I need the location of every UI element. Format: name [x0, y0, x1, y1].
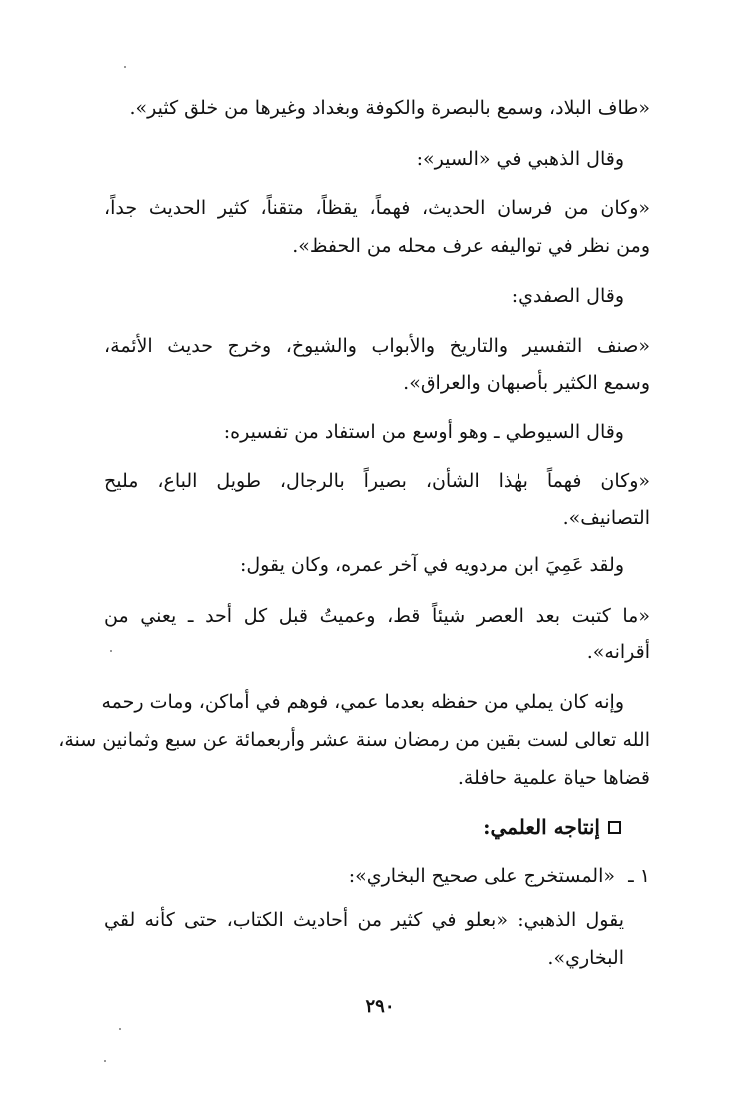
paragraph-line-2: وقال الذهبي في «السير»: [416, 148, 624, 170]
quote-line-5: «وكان فهماً بهٰذا الشأن، بصيراً بالرجال، طويل الباع، مليح [104, 470, 650, 492]
quote-line-8: أقرانه». [586, 641, 650, 663]
paragraph-line-4: وقال السيوطي ـ وهو أوسع من استفاد من تفسيره: [223, 421, 624, 443]
quote-line-2: ومن نظر في تواليفه عرف محله من الحفظ». [292, 235, 650, 257]
quote-line-10: البخاري». [547, 947, 624, 969]
paragraph-line-7: الله تعالى لست بقين من رمضان سنة عشر وأربعمائة عن سبع وثمانين سنة، [58, 729, 650, 751]
quote-line-7: «ما كتبت بعد العصر شيئاً قط، وعميتُ قبل كل أحد ـ يعني من [104, 605, 650, 627]
paragraph-line-1: «طاف البلاد، وسمع بالبصرة والكوفة وبغداد وغيرها من خلق كثير». [129, 97, 650, 119]
scan-dot [124, 66, 126, 68]
section-heading [483, 812, 621, 842]
quote-line-9: يقول الذهبي: «بعلو في كثير من أحاديث الكتاب، حتى كأنه لقي [104, 909, 624, 931]
heading-text: إنتاجه العلمي: [483, 815, 600, 839]
square-icon [608, 821, 621, 834]
scan-dot [110, 650, 112, 652]
quote-line-1: «وكان من فرسان الحديث، فهماً، يقظاً، متقناً، كثير الحديث جداً، [104, 197, 650, 219]
page-number: ٢٩٠ [365, 996, 395, 1017]
quote-line-6: التصانيف». [562, 507, 650, 529]
item-title: «المستخرج على صحيح البخاري»: [348, 865, 615, 887]
paragraph-line-8: قضاها حياة علمية حافلة. [457, 767, 650, 789]
paragraph-line-6: وإنه كان يملي من حفظه بعدما عمي، فوهم في أماكن، ومات رحمه [101, 691, 624, 713]
quote-line-3: «صنف التفسير والتاريخ والأبواب والشيوخ، وخرج حديث الأئمة، [104, 335, 650, 357]
paragraph-line-3: وقال الصفدي: [511, 285, 624, 307]
quote-line-4: وسمع الكثير بأصبهان والعراق». [403, 372, 650, 394]
scan-dot [119, 1028, 121, 1030]
scan-dot [104, 1060, 106, 1062]
item-number: ١ ـ [628, 865, 650, 887]
paragraph-line-5: ولقد عَمِيَ ابن مردويه في آخر عمره، وكان يقول: [239, 554, 624, 576]
